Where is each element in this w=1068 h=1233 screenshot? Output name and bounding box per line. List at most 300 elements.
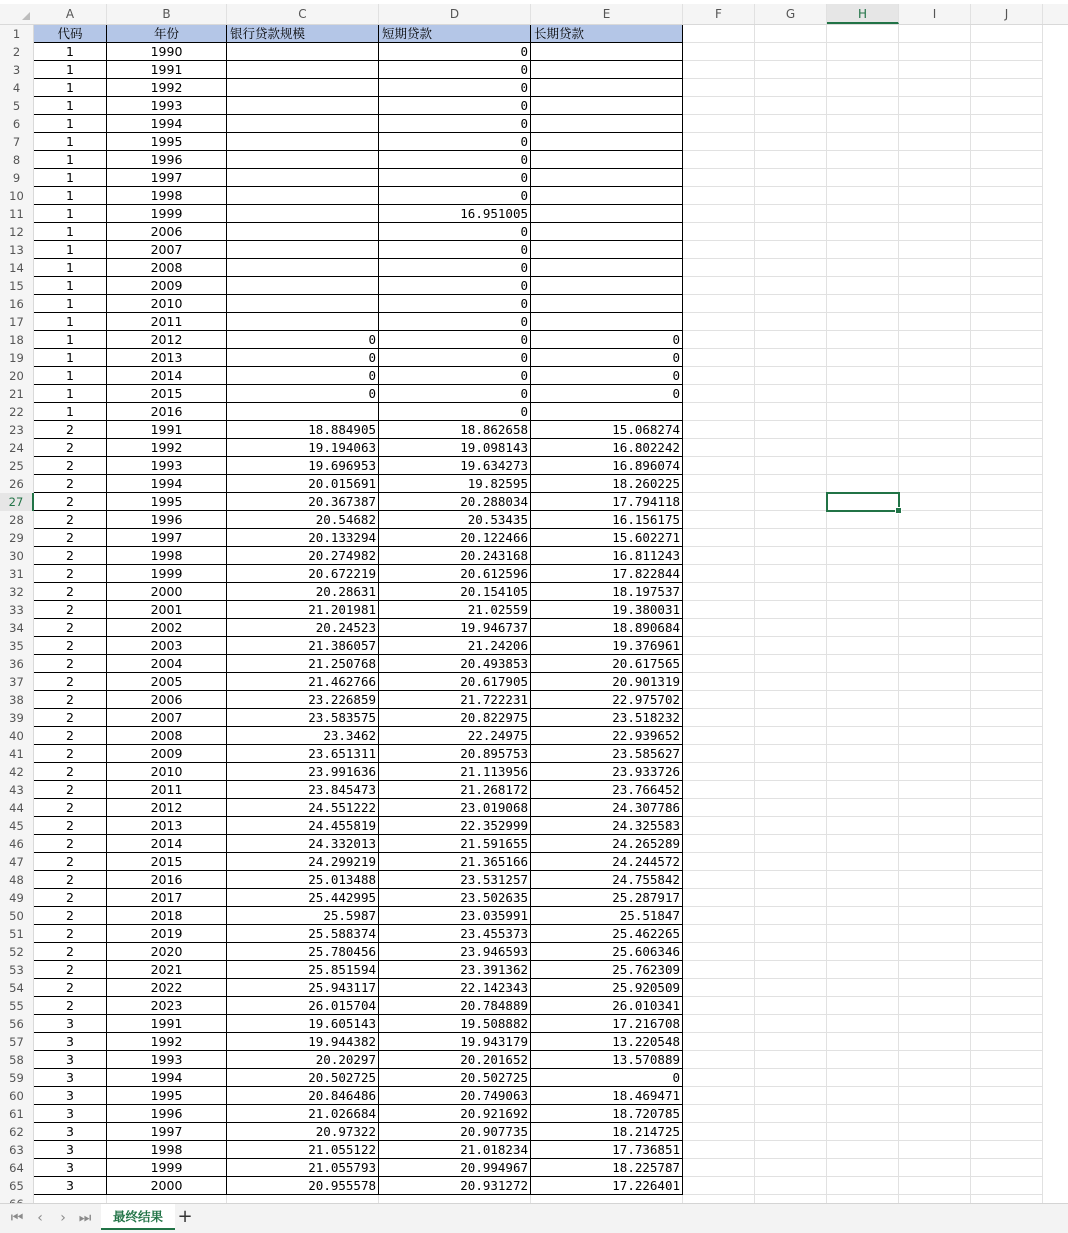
cell[interactable] — [971, 745, 1043, 763]
cell[interactable]: 2 — [34, 727, 107, 745]
cell[interactable] — [827, 1123, 899, 1141]
cell[interactable] — [827, 547, 899, 565]
cell[interactable] — [227, 241, 379, 259]
cell[interactable] — [971, 1069, 1043, 1087]
cell[interactable]: 2 — [34, 745, 107, 763]
cell[interactable] — [971, 979, 1043, 997]
cell[interactable]: 2 — [34, 691, 107, 709]
row-header[interactable]: 33 — [0, 601, 34, 619]
cell[interactable] — [683, 205, 755, 223]
cell[interactable] — [827, 277, 899, 295]
cell[interactable] — [755, 1015, 827, 1033]
cell[interactable] — [899, 331, 971, 349]
cell[interactable] — [755, 619, 827, 637]
cell[interactable] — [827, 961, 899, 979]
cell[interactable] — [227, 115, 379, 133]
cell[interactable] — [683, 1087, 755, 1105]
cell[interactable]: 2 — [34, 709, 107, 727]
cell[interactable] — [899, 655, 971, 673]
cell[interactable]: 0 — [379, 133, 531, 151]
cell[interactable] — [827, 223, 899, 241]
cell[interactable] — [227, 43, 379, 61]
cell[interactable]: 17.226401 — [531, 1177, 683, 1195]
cell[interactable]: 1996 — [107, 151, 227, 169]
cell[interactable] — [531, 169, 683, 187]
row-header[interactable]: 4 — [0, 79, 34, 97]
cell[interactable] — [683, 367, 755, 385]
row-header[interactable]: 18 — [0, 331, 34, 349]
cell[interactable]: 0 — [379, 187, 531, 205]
cell[interactable]: 2002 — [107, 619, 227, 637]
cell[interactable] — [683, 151, 755, 169]
cell[interactable] — [899, 295, 971, 313]
cell[interactable] — [971, 367, 1043, 385]
cell[interactable] — [755, 223, 827, 241]
row-header[interactable]: 32 — [0, 583, 34, 601]
cell[interactable] — [971, 277, 1043, 295]
cell[interactable] — [899, 673, 971, 691]
cell[interactable] — [683, 601, 755, 619]
cell[interactable]: 2012 — [107, 331, 227, 349]
cell[interactable]: 21.055793 — [227, 1159, 379, 1177]
cell[interactable] — [755, 529, 827, 547]
cell[interactable] — [971, 997, 1043, 1015]
row-header[interactable]: 34 — [0, 619, 34, 637]
cell[interactable] — [755, 151, 827, 169]
cell[interactable] — [755, 601, 827, 619]
cell[interactable] — [755, 349, 827, 367]
cell[interactable] — [899, 871, 971, 889]
cell[interactable] — [827, 169, 899, 187]
cell[interactable]: 20.367387 — [227, 493, 379, 511]
cell[interactable]: 1 — [34, 61, 107, 79]
cell[interactable]: 3 — [34, 1033, 107, 1051]
cell[interactable] — [899, 547, 971, 565]
cell[interactable] — [755, 259, 827, 277]
cell[interactable]: 2011 — [107, 313, 227, 331]
cell[interactable] — [683, 349, 755, 367]
cell[interactable] — [531, 277, 683, 295]
cell[interactable]: 1 — [34, 385, 107, 403]
cell[interactable] — [971, 511, 1043, 529]
cell[interactable] — [755, 637, 827, 655]
cell[interactable] — [755, 979, 827, 997]
cell[interactable]: 0 — [227, 385, 379, 403]
cell[interactable] — [683, 889, 755, 907]
cell[interactable] — [827, 259, 899, 277]
cell[interactable] — [827, 385, 899, 403]
cell[interactable]: 1 — [34, 295, 107, 313]
cell[interactable]: 1997 — [107, 169, 227, 187]
cell[interactable] — [531, 97, 683, 115]
cell[interactable] — [755, 943, 827, 961]
cell[interactable]: 1 — [34, 223, 107, 241]
cell[interactable] — [971, 871, 1043, 889]
cell[interactable]: 23.583575 — [227, 709, 379, 727]
cell[interactable] — [683, 1141, 755, 1159]
cell[interactable] — [971, 1105, 1043, 1123]
cell[interactable] — [827, 1033, 899, 1051]
cell[interactable] — [827, 709, 899, 727]
row-header[interactable]: 45 — [0, 817, 34, 835]
row-header[interactable]: 50 — [0, 907, 34, 925]
cell[interactable] — [971, 547, 1043, 565]
cell[interactable] — [755, 1069, 827, 1087]
cell[interactable]: 1992 — [107, 1033, 227, 1051]
cell[interactable]: 2023 — [107, 997, 227, 1015]
cell[interactable]: 0 — [379, 259, 531, 277]
cell[interactable] — [971, 583, 1043, 601]
cell[interactable] — [683, 169, 755, 187]
cell[interactable] — [755, 763, 827, 781]
cell[interactable]: 2007 — [107, 709, 227, 727]
cell[interactable] — [971, 1087, 1043, 1105]
cell[interactable] — [827, 25, 899, 43]
cell[interactable]: 17.822844 — [531, 565, 683, 583]
cell[interactable] — [899, 223, 971, 241]
cell[interactable] — [827, 457, 899, 475]
row-header[interactable]: 13 — [0, 241, 34, 259]
cell[interactable]: 2 — [34, 475, 107, 493]
cell[interactable] — [827, 817, 899, 835]
cell[interactable] — [755, 1105, 827, 1123]
cell[interactable] — [755, 799, 827, 817]
cell[interactable]: 2 — [34, 817, 107, 835]
cell[interactable]: 1992 — [107, 439, 227, 457]
cell[interactable]: 2 — [34, 835, 107, 853]
cell[interactable] — [899, 907, 971, 925]
cell[interactable] — [531, 403, 683, 421]
cell[interactable]: 23.3462 — [227, 727, 379, 745]
cell[interactable]: 19.946737 — [379, 619, 531, 637]
cell[interactable]: 1994 — [107, 475, 227, 493]
cell[interactable] — [971, 349, 1043, 367]
cell[interactable] — [531, 61, 683, 79]
cell[interactable]: 1 — [34, 97, 107, 115]
cell[interactable]: 20.243168 — [379, 547, 531, 565]
cell[interactable] — [899, 529, 971, 547]
cell[interactable] — [227, 169, 379, 187]
cell[interactable] — [971, 43, 1043, 61]
cell[interactable]: 18.260225 — [531, 475, 683, 493]
add-sheet-icon[interactable]: + — [177, 1206, 193, 1227]
cell[interactable]: 3 — [34, 1105, 107, 1123]
cell[interactable] — [755, 79, 827, 97]
cell[interactable]: 21.365166 — [379, 853, 531, 871]
cell[interactable] — [755, 871, 827, 889]
cell[interactable]: 2 — [34, 439, 107, 457]
cell[interactable]: 20.97322 — [227, 1123, 379, 1141]
cell[interactable] — [899, 115, 971, 133]
cell[interactable]: 23.035991 — [379, 907, 531, 925]
last-sheet-icon[interactable]: ⏭ — [78, 1210, 92, 1226]
cell[interactable]: 23.845473 — [227, 781, 379, 799]
cell[interactable] — [827, 853, 899, 871]
cell[interactable] — [899, 61, 971, 79]
cell[interactable] — [971, 1159, 1043, 1177]
cell[interactable] — [827, 583, 899, 601]
cell[interactable] — [755, 475, 827, 493]
cell[interactable] — [899, 1015, 971, 1033]
row-header[interactable]: 62 — [0, 1123, 34, 1141]
cell[interactable]: 20.617905 — [379, 673, 531, 691]
row-header[interactable]: 52 — [0, 943, 34, 961]
cell[interactable] — [971, 25, 1043, 43]
row-header[interactable]: 3 — [0, 61, 34, 79]
cell[interactable] — [227, 277, 379, 295]
row-header[interactable]: 1 — [0, 25, 34, 43]
cell[interactable] — [755, 511, 827, 529]
cell[interactable]: 2021 — [107, 961, 227, 979]
cell[interactable] — [827, 925, 899, 943]
cell[interactable]: 16.811243 — [531, 547, 683, 565]
cell[interactable]: 2 — [34, 637, 107, 655]
cell[interactable]: 25.51847 — [531, 907, 683, 925]
cell[interactable] — [755, 1087, 827, 1105]
cell[interactable]: 2010 — [107, 763, 227, 781]
column-header-j[interactable]: J — [971, 4, 1043, 24]
row-header[interactable]: 31 — [0, 565, 34, 583]
cell[interactable]: 0 — [531, 385, 683, 403]
cell[interactable]: 2014 — [107, 367, 227, 385]
cell[interactable] — [683, 385, 755, 403]
cell[interactable]: 23.946593 — [379, 943, 531, 961]
cell[interactable] — [683, 547, 755, 565]
cell[interactable] — [683, 565, 755, 583]
cell[interactable]: 25.287917 — [531, 889, 683, 907]
cell[interactable]: 19.634273 — [379, 457, 531, 475]
cell[interactable] — [971, 1033, 1043, 1051]
cell[interactable]: 22.975702 — [531, 691, 683, 709]
cell[interactable] — [755, 925, 827, 943]
cell[interactable]: 长期贷款 — [531, 25, 683, 43]
cell[interactable]: 2008 — [107, 259, 227, 277]
row-header[interactable]: 7 — [0, 133, 34, 151]
cell[interactable]: 18.469471 — [531, 1087, 683, 1105]
cell[interactable]: 20.672219 — [227, 565, 379, 583]
cell[interactable]: 1995 — [107, 493, 227, 511]
row-header[interactable]: 65 — [0, 1177, 34, 1195]
cell[interactable]: 1 — [34, 115, 107, 133]
cell[interactable]: 1993 — [107, 1051, 227, 1069]
cell[interactable] — [971, 529, 1043, 547]
cell[interactable] — [971, 403, 1043, 421]
cell[interactable] — [755, 493, 827, 511]
cell[interactable]: 25.943117 — [227, 979, 379, 997]
cell[interactable] — [899, 583, 971, 601]
row-header[interactable]: 11 — [0, 205, 34, 223]
cell[interactable]: 2005 — [107, 673, 227, 691]
cell[interactable] — [971, 943, 1043, 961]
cell[interactable] — [899, 1087, 971, 1105]
cell[interactable]: 23.766452 — [531, 781, 683, 799]
cell[interactable]: 2 — [34, 907, 107, 925]
column-header-f[interactable]: F — [683, 4, 755, 24]
cell[interactable]: 0 — [379, 61, 531, 79]
cell[interactable]: 19.380031 — [531, 601, 683, 619]
cell[interactable]: 20.493853 — [379, 655, 531, 673]
cell[interactable] — [827, 97, 899, 115]
cell[interactable] — [971, 457, 1043, 475]
cell[interactable]: 20.54682 — [227, 511, 379, 529]
cell[interactable] — [531, 295, 683, 313]
cell[interactable] — [899, 511, 971, 529]
cell[interactable] — [755, 205, 827, 223]
cell[interactable]: 22.939652 — [531, 727, 683, 745]
cell[interactable]: 2003 — [107, 637, 227, 655]
cell[interactable]: 1997 — [107, 529, 227, 547]
active-cell-selection[interactable] — [826, 492, 900, 512]
cell[interactable]: 23.502635 — [379, 889, 531, 907]
cell[interactable] — [971, 115, 1043, 133]
cell[interactable]: 0 — [227, 349, 379, 367]
cell[interactable]: 2 — [34, 529, 107, 547]
row-header[interactable]: 55 — [0, 997, 34, 1015]
cell[interactable]: 0 — [531, 1069, 683, 1087]
cell[interactable]: 2014 — [107, 835, 227, 853]
next-sheet-icon[interactable]: › — [60, 1210, 66, 1226]
cell[interactable] — [683, 835, 755, 853]
column-header-b[interactable]: B — [107, 4, 227, 24]
cell[interactable] — [899, 133, 971, 151]
cell[interactable]: 16.896074 — [531, 457, 683, 475]
first-sheet-icon[interactable]: ⏮ — [10, 1210, 24, 1226]
cell[interactable] — [971, 601, 1043, 619]
cell[interactable]: 1999 — [107, 565, 227, 583]
row-header[interactable]: 38 — [0, 691, 34, 709]
cell[interactable]: 2019 — [107, 925, 227, 943]
cell[interactable] — [971, 1015, 1043, 1033]
cell[interactable] — [827, 691, 899, 709]
cell[interactable]: 1991 — [107, 421, 227, 439]
column-header-d[interactable]: D — [379, 4, 531, 24]
cell[interactable] — [683, 97, 755, 115]
cell[interactable]: 23.391362 — [379, 961, 531, 979]
cell[interactable] — [899, 817, 971, 835]
cell[interactable] — [531, 241, 683, 259]
cell[interactable] — [899, 385, 971, 403]
cell[interactable]: 24.551222 — [227, 799, 379, 817]
cell[interactable] — [683, 1177, 755, 1195]
cell[interactable]: 2 — [34, 799, 107, 817]
cell[interactable] — [755, 403, 827, 421]
cell[interactable]: 1990 — [107, 43, 227, 61]
cell[interactable]: 1994 — [107, 115, 227, 133]
cell[interactable] — [683, 223, 755, 241]
cell[interactable] — [227, 187, 379, 205]
row-header[interactable]: 44 — [0, 799, 34, 817]
cell[interactable] — [755, 853, 827, 871]
cell[interactable]: 20.154105 — [379, 583, 531, 601]
cell[interactable] — [971, 709, 1043, 727]
cell[interactable] — [531, 259, 683, 277]
cell[interactable] — [827, 601, 899, 619]
column-header-e[interactable]: E — [531, 4, 683, 24]
column-header-i[interactable]: I — [899, 4, 971, 24]
cell[interactable]: 19.943179 — [379, 1033, 531, 1051]
cell[interactable]: 短期贷款 — [379, 25, 531, 43]
cell[interactable] — [899, 1123, 971, 1141]
cell[interactable]: 2015 — [107, 385, 227, 403]
cell[interactable]: 24.307786 — [531, 799, 683, 817]
cell[interactable] — [683, 43, 755, 61]
cell[interactable] — [683, 1069, 755, 1087]
cell[interactable] — [827, 997, 899, 1015]
cell[interactable] — [899, 799, 971, 817]
cell[interactable] — [971, 133, 1043, 151]
row-header[interactable]: 23 — [0, 421, 34, 439]
cell[interactable] — [899, 853, 971, 871]
cell[interactable]: 0 — [379, 97, 531, 115]
cell[interactable] — [827, 61, 899, 79]
cell[interactable] — [971, 169, 1043, 187]
cell[interactable] — [827, 349, 899, 367]
cell[interactable] — [827, 889, 899, 907]
cell[interactable]: 2 — [34, 997, 107, 1015]
cell[interactable] — [899, 709, 971, 727]
cell[interactable] — [755, 367, 827, 385]
cell[interactable] — [899, 835, 971, 853]
cell[interactable] — [755, 421, 827, 439]
cell[interactable] — [827, 1141, 899, 1159]
cell[interactable]: 21.250768 — [227, 655, 379, 673]
column-header-h[interactable]: H — [827, 4, 899, 24]
cell[interactable] — [755, 295, 827, 313]
cell[interactable]: 2 — [34, 583, 107, 601]
row-header[interactable]: 20 — [0, 367, 34, 385]
cell[interactable] — [227, 313, 379, 331]
column-header-c[interactable]: C — [227, 4, 379, 24]
cell[interactable] — [827, 763, 899, 781]
cell[interactable] — [227, 223, 379, 241]
cell[interactable] — [899, 979, 971, 997]
cell[interactable] — [827, 43, 899, 61]
cell[interactable]: 23.455373 — [379, 925, 531, 943]
cell[interactable]: 1 — [34, 43, 107, 61]
cell[interactable] — [755, 1123, 827, 1141]
cell[interactable] — [971, 817, 1043, 835]
cell[interactable] — [683, 709, 755, 727]
cell[interactable]: 1 — [34, 331, 107, 349]
cell[interactable]: 21.055122 — [227, 1141, 379, 1159]
row-header[interactable]: 54 — [0, 979, 34, 997]
cell[interactable] — [683, 421, 755, 439]
cell[interactable] — [683, 853, 755, 871]
cell[interactable] — [971, 259, 1043, 277]
cell[interactable] — [683, 511, 755, 529]
cell[interactable]: 16.951005 — [379, 205, 531, 223]
cell[interactable]: 18.884905 — [227, 421, 379, 439]
cell[interactable]: 2016 — [107, 403, 227, 421]
cell[interactable] — [827, 799, 899, 817]
cell[interactable]: 25.851594 — [227, 961, 379, 979]
cell[interactable]: 20.931272 — [379, 1177, 531, 1195]
cell[interactable]: 0 — [379, 151, 531, 169]
cell[interactable] — [827, 421, 899, 439]
cell[interactable] — [899, 1177, 971, 1195]
cell[interactable] — [899, 241, 971, 259]
cell[interactable] — [971, 187, 1043, 205]
cell[interactable] — [971, 313, 1043, 331]
cell[interactable]: 1 — [34, 313, 107, 331]
cell[interactable]: 0 — [379, 313, 531, 331]
cell[interactable] — [899, 475, 971, 493]
row-header[interactable]: 21 — [0, 385, 34, 403]
cell[interactable] — [755, 1141, 827, 1159]
cell[interactable]: 2017 — [107, 889, 227, 907]
cell[interactable] — [971, 781, 1043, 799]
cell[interactable] — [755, 277, 827, 295]
